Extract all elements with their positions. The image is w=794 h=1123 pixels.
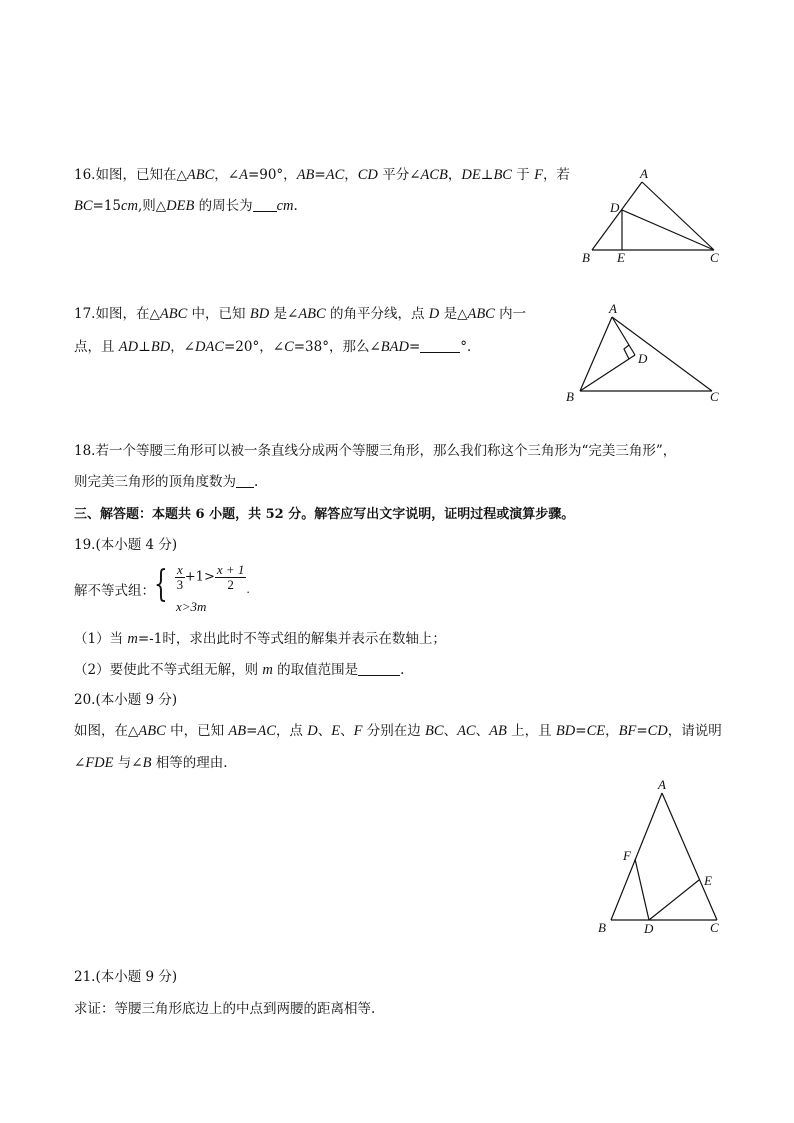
q17-label-c: C: [710, 389, 719, 404]
section-3-heading: 三、解答题：本题共 6 小题，共 52 分。解答应写出文字说明，证明过程或演算步骤。: [74, 507, 575, 522]
q17-right-angle-mark: [624, 345, 629, 359]
q17-figure: [562, 301, 732, 405]
q19-frac1: $\frac{x}{3}$: [176, 562, 184, 592]
q20-label-a: A: [658, 777, 666, 792]
q17-line2: 点，且 AD⊥BD，∠DAC=20°，∠C=38°，那么∠BAD= °．: [74, 339, 481, 355]
q20-line2: ∠FDE 与∠B 相等的理由.: [74, 755, 228, 771]
q16-side-ac: [642, 182, 714, 250]
q16-line1: 16.如图，已知在△ABC，∠A=90°，AB=AC，CD 平分∠ACB，DE⊥BC 于 F，若: [74, 167, 570, 183]
q16-label-a: A: [640, 166, 648, 181]
q21-line1: 求证：等腰三角形底边上的中点到两腰的距离相等.: [74, 1001, 376, 1017]
q17-label-d: D: [638, 351, 648, 366]
q18-line1: 18.若一个等腰三角形可以被一条直线分成两个等腰三角形，那么我们称这个三角形为“完美三角形”，: [74, 443, 677, 459]
q19-header: 19.(本小题 4 分): [74, 537, 178, 553]
q19-sub1: （1）当 m=-1时，求出此时不等式组的解集并表示在数轴上；: [74, 631, 446, 647]
q19-frac2: $\frac{x + 1}{2}$: [216, 562, 245, 592]
q17-line1: 17.如图，在△ABC 中，已知 BD 是∠ABC 的角平分线，点 D 是△ABC 内一: [74, 306, 527, 322]
q20-label-b: B: [598, 920, 606, 935]
q16-label-b: B: [582, 250, 590, 265]
q16-seg-cd: [622, 210, 714, 250]
q16-label-d: D: [610, 200, 620, 215]
q16-line2: BC=15cm,则△DEB 的周长为 cm.: [74, 198, 298, 214]
q16-answer-blank[interactable]: [253, 197, 277, 212]
q20-seg-de: [649, 880, 699, 920]
q20-label-d: D: [644, 921, 654, 936]
q16-figure: [580, 165, 730, 270]
q19-answer-blank[interactable]: [358, 661, 400, 676]
q16-label-c: C: [710, 250, 719, 265]
q18-line2: 则完美三角形的顶角度数为 .: [74, 474, 259, 490]
q17-answer-blank[interactable]: [420, 338, 460, 353]
q19-brace: {: [154, 564, 168, 605]
q18-answer-blank[interactable]: [236, 473, 254, 488]
q20-line1: 如图，在△ABC 中，已知 AB=AC，点 D、E、F 分别在边 BC、AC、AB 上，且 BD=CE，BF=CD，请说明: [74, 723, 722, 739]
q19-intro: 解不等式组：: [74, 583, 155, 599]
q20-seg-fd: [635, 859, 649, 920]
q19-ineq2: x>3m: [176, 599, 207, 614]
q21-header: 21.(本小题 9 分): [74, 969, 178, 985]
q20-figure: [595, 776, 730, 938]
q17-label-b: B: [566, 389, 574, 404]
q20-label-e: E: [704, 873, 712, 888]
q20-side-ac: [662, 793, 717, 920]
q19-sub2: （2）要使此不等式组无解，则 m 的取值范围是 .: [74, 662, 405, 678]
q16-label-e: E: [617, 250, 625, 265]
q20-label-c: C: [710, 920, 719, 935]
q20-header: 20.(本小题 9 分): [74, 692, 178, 708]
q17-label-a: A: [609, 301, 617, 316]
q20-label-f: F: [623, 848, 631, 863]
q19-ineq1: $\frac{x}{3}$ +1> $\frac{x + 1}{2}$ $_.$: [176, 562, 250, 596]
q20-side-ab: [611, 793, 662, 920]
